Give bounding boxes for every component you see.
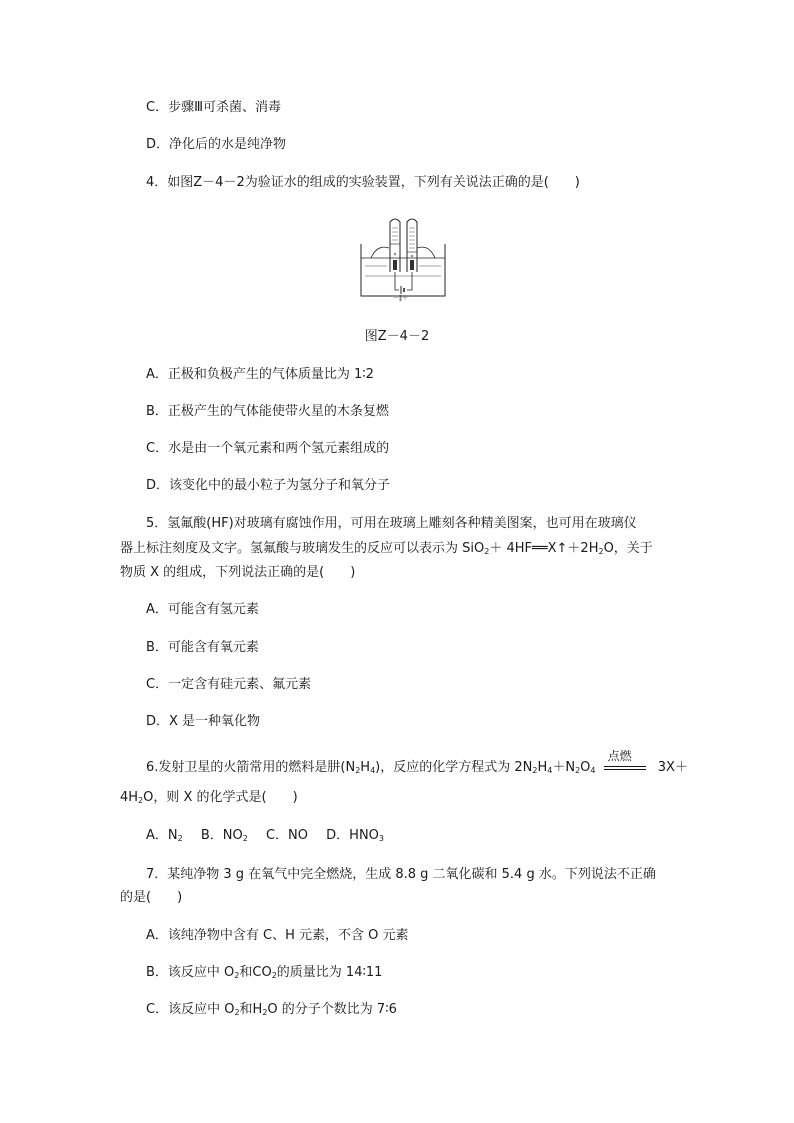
q6-stem-line2: $4H_2O$，则 X 的化学式是( ) <box>120 790 298 805</box>
q3-option-c: C．步骤Ⅲ可杀菌、消毒 <box>146 100 282 115</box>
q5-option-c: C．一定含有硅元素、氟元素 <box>146 677 312 692</box>
q7-option-b: B．该反应中 $O_2$和$CO_2$的质量比为 14∶11 <box>146 965 383 980</box>
q4-option-c: C．水是由一个氧元素和两个氢元素组成的 <box>146 441 390 456</box>
battery-polarity-label: －‖＋ <box>393 295 409 302</box>
q5-option-a: A．可能含有氢元素 <box>146 602 259 617</box>
q5-stem-line1: 5．氢氟酸(HF)对玻璃有腐蚀作用，可用在玻璃上雕刻各种精美图案，也可用在玻璃仪 <box>146 516 637 531</box>
reaction-condition-arrow: 点燃 <box>600 758 654 778</box>
q6-stem-line1: 6.发射卫星的火箭常用的燃料是肼$(N_2H_4)$，反应的化学方程式为 $2N_2H_4+N_2O_4$ 点燃 3X＋ <box>146 758 688 778</box>
q5-option-b: B．可能含有氧元素 <box>146 640 259 655</box>
q5-stem-line3: 物质 X 的组成，下列说法正确的是( ) <box>120 565 356 580</box>
q7-stem-line1: 7．某纯净物 3 g 在氧气中完全燃烧，生成 8.8 g 二氧化碳和 5.4 g 水。下列说法不正确 <box>146 867 656 882</box>
q3-option-d: D．净化后的水是纯净物 <box>146 137 287 152</box>
electrolysis-apparatus-figure <box>357 214 449 302</box>
figure-caption: 图Z－4－2 <box>364 329 430 344</box>
q4-option-b: B．正极产生的气体能使带火星的木条复燃 <box>146 404 389 419</box>
q7-stem-line2: 的是( ) <box>120 890 183 905</box>
q7-option-c: C．该反应中 $O_2$和$H_2O$ 的分子个数比为 7∶6 <box>146 1002 397 1017</box>
q5-option-d: D．X 是一种氧化物 <box>146 714 261 729</box>
q4-option-d: D．该变化中的最小粒子为氢分子和氧分子 <box>146 478 391 493</box>
q5-stem-line2: 器上标注刻度及文字。氢氟酸与玻璃发生的反应可以表示为 $SiO_2+ 4HF══X↑+2H_2O$，关于 <box>120 541 653 556</box>
q4-option-a: A．正极和负极产生的气体质量比为 1∶2 <box>146 367 374 382</box>
q7-option-a: A．该纯净物中含有 C、H 元素，不含 O 元素 <box>146 928 409 943</box>
q4-stem: 4．如图Z－4－2为验证水的组成的实验装置，下列有关说法正确的是( ) <box>146 175 580 190</box>
q6-options: A．$N_2$ B．$NO_2$ C．NO D．$HNO_3$ <box>146 828 385 843</box>
